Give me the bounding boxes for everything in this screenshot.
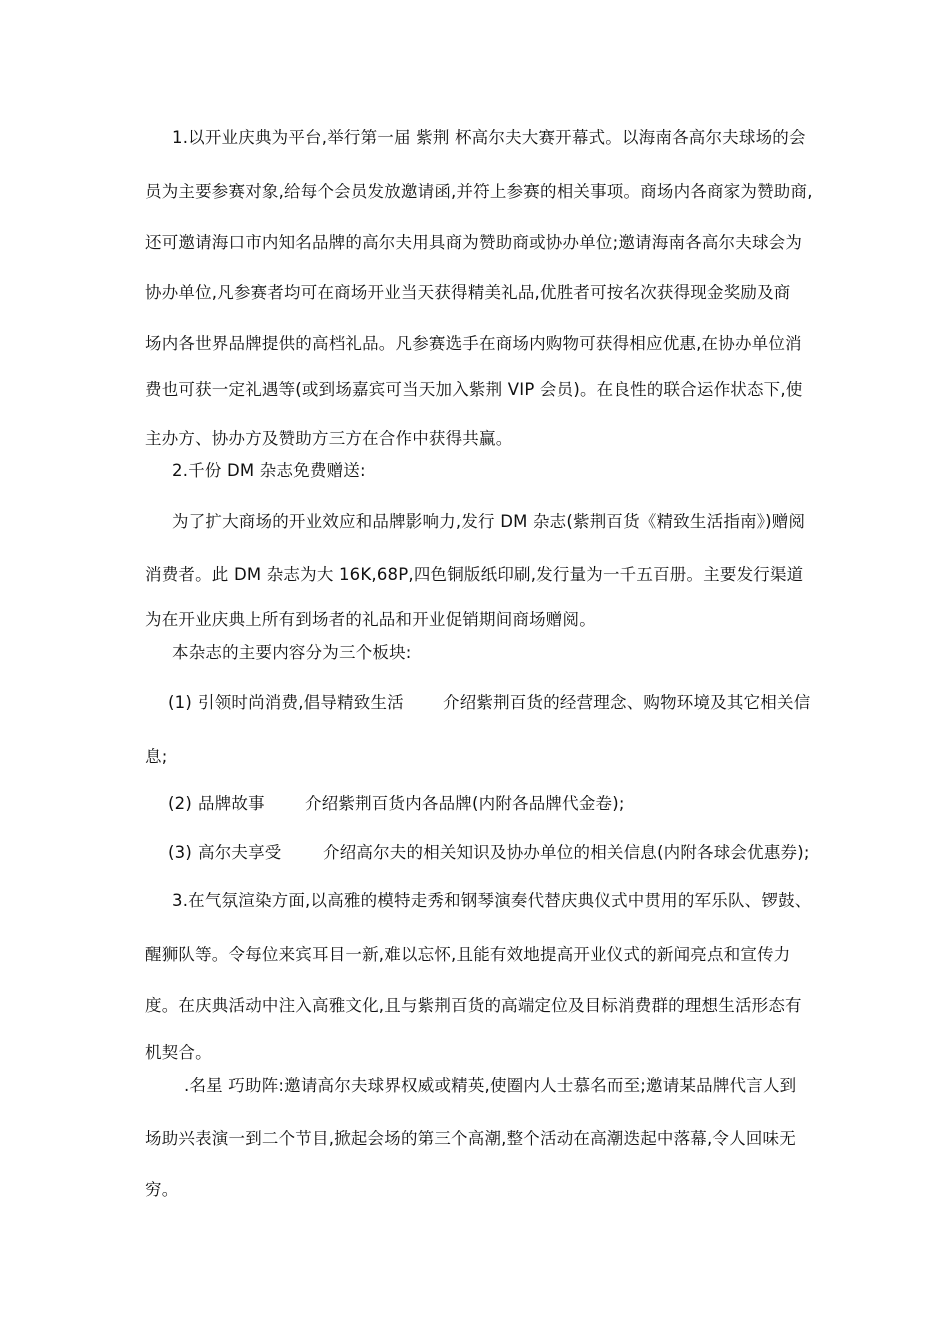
section3-line-2: 醒狮队等。令每位来宾耳目一新,难以忘怀,且能有效地提高开业仪式的新闻亮点和宣传力 — [145, 945, 791, 964]
section1-line-2: 员为主要参赛对象,给每个会员发放邀请函,并符上参赛的相关事项。商场内各商家为赞助商, — [145, 182, 813, 201]
section1-line-1: 1.以开业庆典为平台,举行第一届 紫荆 杯高尔夫大赛开幕式。以海南各高尔夫球场的会 — [172, 128, 806, 147]
item2-title: 品牌故事 — [198, 794, 265, 813]
item1-number: (1) — [168, 693, 192, 712]
section3-line-1: 3.在气氛渲染方面,以高雅的模特走秀和钢琴演奏代替庆典仪式中贯用的军乐队、锣鼓、 — [172, 891, 812, 910]
section2-line-3: 为在开业庆典上所有到场者的礼品和开业促销期间商场赠阅。 — [145, 610, 596, 629]
section4-line-1: .名星 巧助阵:邀请高尔夫球界权威或精英,使圈内人士慕名而至;邀请某品牌代言人到 — [184, 1076, 797, 1095]
section1-line-7: 主办方、协办方及赞助方三方在合作中获得共赢。 — [145, 429, 513, 448]
section4-line-3: 穷。 — [145, 1180, 179, 1199]
item1-description-continued: 息; — [145, 747, 168, 766]
section2-line-2: 消费者。此 DM 杂志为大 16K,68P,四色铜版纸印刷,发行量为一千五百册。主要发行渠道 — [145, 565, 804, 584]
section2-line-4: 本杂志的主要内容分为三个板块: — [172, 643, 412, 662]
section2-heading: 2.千份 DM 杂志免费赠送: — [172, 461, 366, 480]
item3-number: (3) — [168, 843, 192, 862]
section1-line-6: 费也可获一定礼遇等(或到场嘉宾可当天加入紫荆 VIP 会员)。在良性的联合运作状态下,使 — [145, 380, 803, 399]
item3-description: 介绍高尔夫的相关知识及协办单位的相关信息(内附各球会优惠券); — [323, 843, 810, 862]
section2-line-1: 为了扩大商场的开业效应和品牌影响力,发行 DM 杂志(紫荆百货《精致生活指南》)赠阅 — [172, 512, 806, 531]
item1-description: 介绍紫荆百货的经营理念、购物环境及其它相关信 — [443, 693, 811, 712]
section1-line-4: 协办单位,凡参赛者均可在商场开业当天获得精美礼品,优胜者可按名次获得现金奖励及商 — [145, 283, 791, 302]
section3-line-4: 机契合。 — [145, 1043, 212, 1062]
item1-title: 引领时尚消费,倡导精致生活 — [198, 693, 404, 712]
section1-line-3: 还可邀请海口市内知名品牌的高尔夫用具商为赞助商或协办单位;邀请海南各高尔夫球会为 — [145, 233, 803, 252]
section1-line-5: 场内各世界品牌提供的高档礼品。凡参赛选手在商场内购物可获得相应优惠,在协办单位消 — [145, 334, 802, 353]
item2-number: (2) — [168, 794, 192, 813]
section3-line-3: 度。在庆典活动中注入高雅文化,且与紫荆百货的高端定位及目标消费群的理想生活形态有 — [145, 996, 802, 1015]
item3-title: 高尔夫享受 — [198, 843, 282, 862]
item2-description: 介绍紫荆百货内各品牌(内附各品牌代金卷); — [305, 794, 625, 813]
section4-line-2: 场助兴表演一到二个节目,掀起会场的第三个高潮,整个活动在高潮迭起中落幕,令人回味无 — [145, 1129, 796, 1148]
